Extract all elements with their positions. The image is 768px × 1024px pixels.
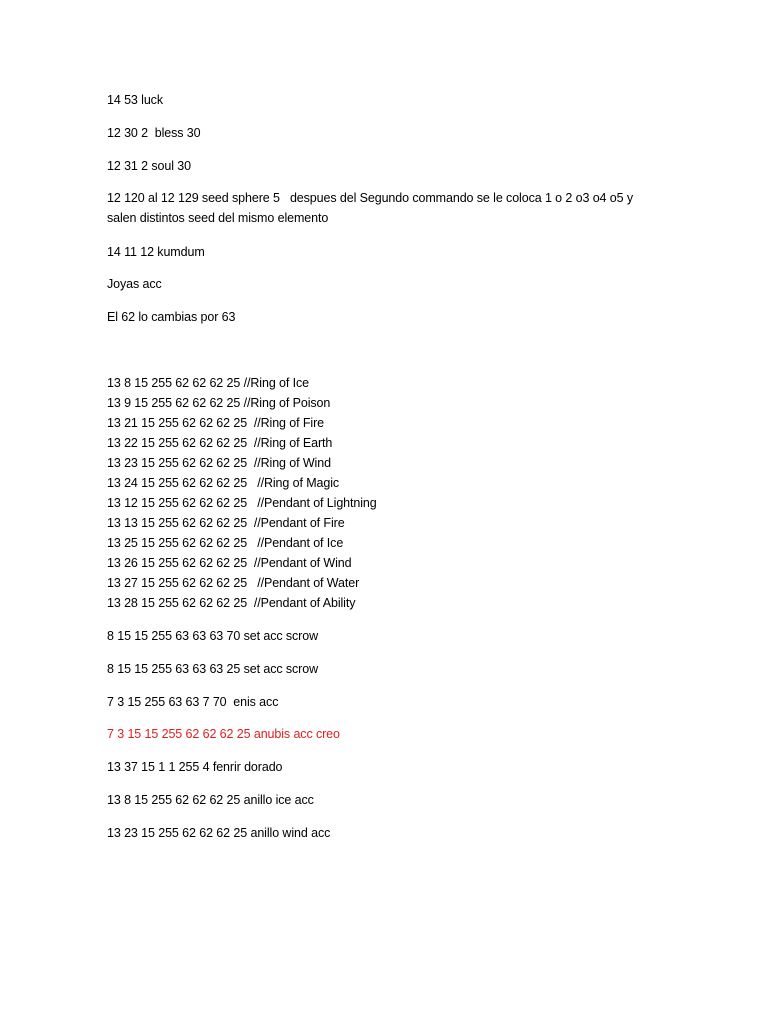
acc-list-line: 13 23 15 255 62 62 62 25 //Ring of Wind [107, 456, 331, 470]
text-line: 14 53 luck [107, 93, 163, 107]
text-line: 12 30 2 bless 30 [107, 126, 201, 140]
acc-list-line: 13 22 15 255 62 62 62 25 //Ring of Earth [107, 436, 333, 450]
acc-list-line: 13 25 15 255 62 62 62 25 //Pendant of Ice [107, 536, 344, 550]
command-line: 13 37 15 1 1 255 4 fenrir dorado [107, 760, 283, 774]
acc-list-line: 13 26 15 255 62 62 62 25 //Pendant of Wind [107, 556, 352, 570]
acc-list-line: 13 28 15 255 62 62 62 25 //Pendant of Ability [107, 596, 356, 610]
text-line: 14 11 12 kumdum [107, 245, 205, 259]
text-line: salen distintos seed del mismo elemento [107, 211, 329, 225]
text-line: Joyas acc [107, 277, 162, 291]
text-line: 12 31 2 soul 30 [107, 159, 191, 173]
highlighted-command-line: 7 3 15 15 255 62 62 62 25 anubis acc creo [107, 727, 340, 741]
command-line: 7 3 15 255 63 63 7 70 enis acc [107, 695, 279, 709]
command-line: 13 8 15 255 62 62 62 25 anillo ice acc [107, 793, 314, 807]
command-line: 13 23 15 255 62 62 62 25 anillo wind acc [107, 826, 331, 840]
acc-list-line: 13 21 15 255 62 62 62 25 //Ring of Fire [107, 416, 324, 430]
acc-list-line: 13 27 15 255 62 62 62 25 //Pendant of Water [107, 576, 360, 590]
acc-list-line: 13 9 15 255 62 62 62 25 //Ring of Poison [107, 396, 331, 410]
text-line: El 62 lo cambias por 63 [107, 310, 236, 324]
acc-list-line: 13 13 15 255 62 62 62 25 //Pendant of Fire [107, 516, 345, 530]
command-line: 8 15 15 255 63 63 63 25 set acc scrow [107, 662, 319, 676]
acc-list-line: 13 24 15 255 62 62 62 25 //Ring of Magic [107, 476, 340, 490]
command-line: 8 15 15 255 63 63 63 70 set acc scrow [107, 629, 319, 643]
acc-list-line: 13 8 15 255 62 62 62 25 //Ring of Ice [107, 376, 310, 390]
acc-list-line: 13 12 15 255 62 62 62 25 //Pendant of Lightning [107, 496, 377, 510]
text-line: 12 120 al 12 129 seed sphere 5 despues del Segundo commando se le coloca 1 o 2 o3 o4 o5 y [107, 191, 634, 205]
